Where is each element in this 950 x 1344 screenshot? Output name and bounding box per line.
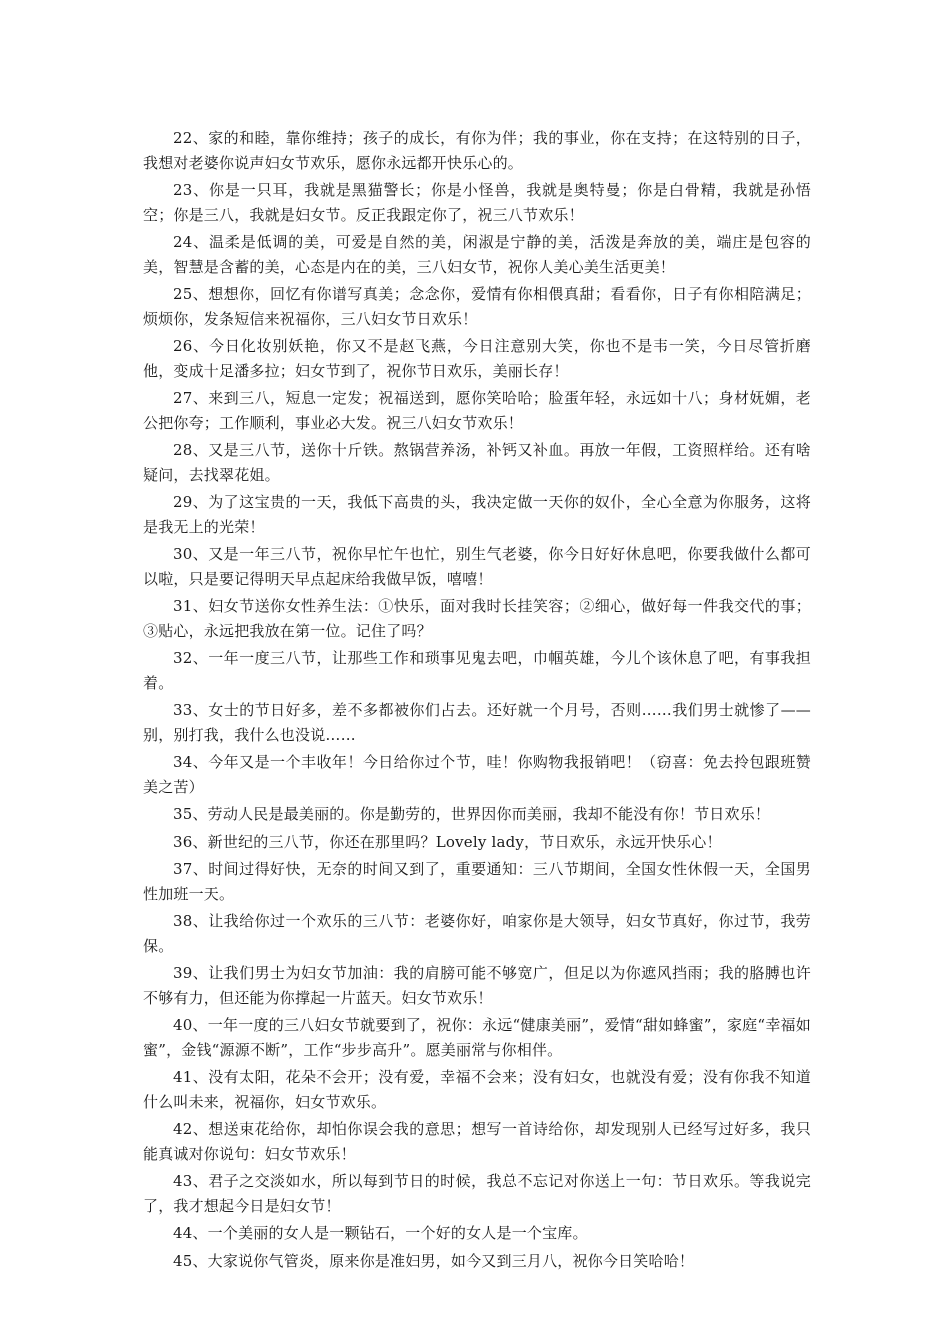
document-body [143,126,811,1276]
paragraph-31: 31、妇女节送你女性养生法：①快乐，面对我时长挂笑容；②细心，做好每一件我交代的事；③贴心，永远把我放在第一位。记住了吗？ [143,597,811,640]
paragraph-28: 28、又是三八节，送你十斤铁。熬锅营养汤，补钙又补血。再放一年假，工资照样给。还有啥疑问，去找翠花姐。 [143,441,811,484]
paragraph-45: 45、大家说你气管炎，原来你是准妇男，如今又到三月八，祝你今日笑哈哈！ [173,1251,695,1270]
paragraph-24: 24、温柔是低调的美，可爱是自然的美，闲淑是宁静的美，活泼是奔放的美，端庄是包容的美，智慧是含蓄的美，心态是内在的美，三八妇女节，祝你人美心美生活更美！ [143,233,811,276]
paragraph-42: 42、想送束花给你，却怕你误会我的意思；想写一首诗给你，却发现别人已经写过好多，我只能真诚对你说句：妇女节欢乐！ [143,1120,811,1163]
paragraph-37: 37、时间过得好快，无奈的时间又到了，重要通知：三八节期间，全国女性休假一天，全国男性加班一天。 [143,860,811,903]
paragraph-39: 39、让我们男士为妇女节加油：我的肩膀可能不够宽广，但足以为你遮风挡雨；我的胳膊也许不够有力，但还能为你撑起一片蓝天。妇女节欢乐！ [143,964,811,1007]
paragraph-32: 32、一年一度三八节，让那些工作和琐事见鬼去吧，巾帼英雄，今儿个该休息了吧，有事我担着。 [143,649,811,692]
paragraph-29: 29、为了这宝贵的一天，我低下高贵的头，我决定做一天你的奴仆，全心全意为你服务，这将是我无上的光荣！ [143,493,811,536]
paragraph-26: 26、今日化妆别妖艳，你又不是赵飞燕，今日注意别大笑，你也不是韦一笑，今日尽管折磨他，变成十足潘多拉；妇女节到了，祝你节日欢乐，美丽长存！ [143,337,811,380]
paragraph-25: 25、想想你，回忆有你谱写真美；念念你，爱情有你相偎真甜；看看你，日子有你相陪满足；烦烦你，发条短信来祝福你，三八妇女节日欢乐！ [143,285,811,328]
paragraph-38: 38、让我给你过一个欢乐的三八节：老婆你好，咱家你是大领导，妇女节真好，你过节，我劳保。 [143,912,811,955]
paragraph-35: 35、劳动人民是最美丽的。你是勤劳的，世界因你而美丽，我却不能没有你！节日欢乐！ [173,805,771,823]
paragraph-33: 33、女士的节日好多，差不多都被你们占去。还好就一个月号，否则……我们男士就惨了——别，别打我，我什么也没说…… [143,701,811,744]
paragraph-41: 41、没有太阳，花朵不会开；没有爱，幸福不会来；没有妇女，也就没有爱；没有你我不知道什么叫未来，祝福你，妇女节欢乐。 [143,1068,811,1111]
paragraph-34: 34、今年又是一个丰收年！今日给你过个节，哇！你购物我报销吧！（窃喜：免去拎包跟班赞美之苦） [143,753,811,796]
paragraph-23: 23、你是一只耳，我就是黑猫警长；你是小怪兽，我就是奥特曼；你是白骨精，我就是孙悟空；你是三八，我就是妇女节。反正我跟定你了，祝三八节欢乐！ [143,181,811,224]
paragraph-44: 44、一个美丽的女人是一颗钻石，一个好的女人是一个宝库。 [173,1224,588,1242]
paragraph-40: 40、一年一度的三八妇女节就要到了，祝你：永远“健康美丽”，爱情“甜如蜂蜜”，家庭“幸福如蜜”，金钱“源源不断”，工作“步步高升”。愿美丽常与你相伴。 [143,1016,811,1059]
paragraph-43: 43、君子之交淡如水，所以每到节日的时候，我总不忘记对你送上一句：节日欢乐。等我说完了，我才想起今日是妇女节！ [143,1172,811,1215]
paragraph-27: 27、来到三八，短息一定发；祝福送到，愿你笑哈哈；脸蛋年轻，永远如十八；身材妩媚，老公把你夸；工作顺利，事业必大发。祝三八妇女节欢乐！ [143,389,811,432]
paragraph-36: 36、新世纪的三八节，你还在那里吗？Lovely lady，节日欢乐，永远开快乐心！ [173,832,722,851]
paragraph-30: 30、又是一年三八节，祝你早忙午也忙，别生气老婆，你今日好好休息吧，你要我做什么都可以啦，只是要记得明天早点起床给我做早饭，嘻嘻！ [143,545,811,588]
paragraph-22: 22、家的和睦，靠你维持；孩子的成长，有你为伴；我的事业，你在支持；在这特别的日子，我想对老婆你说声妇女节欢乐，愿你永远都开快乐心的。 [143,129,811,172]
